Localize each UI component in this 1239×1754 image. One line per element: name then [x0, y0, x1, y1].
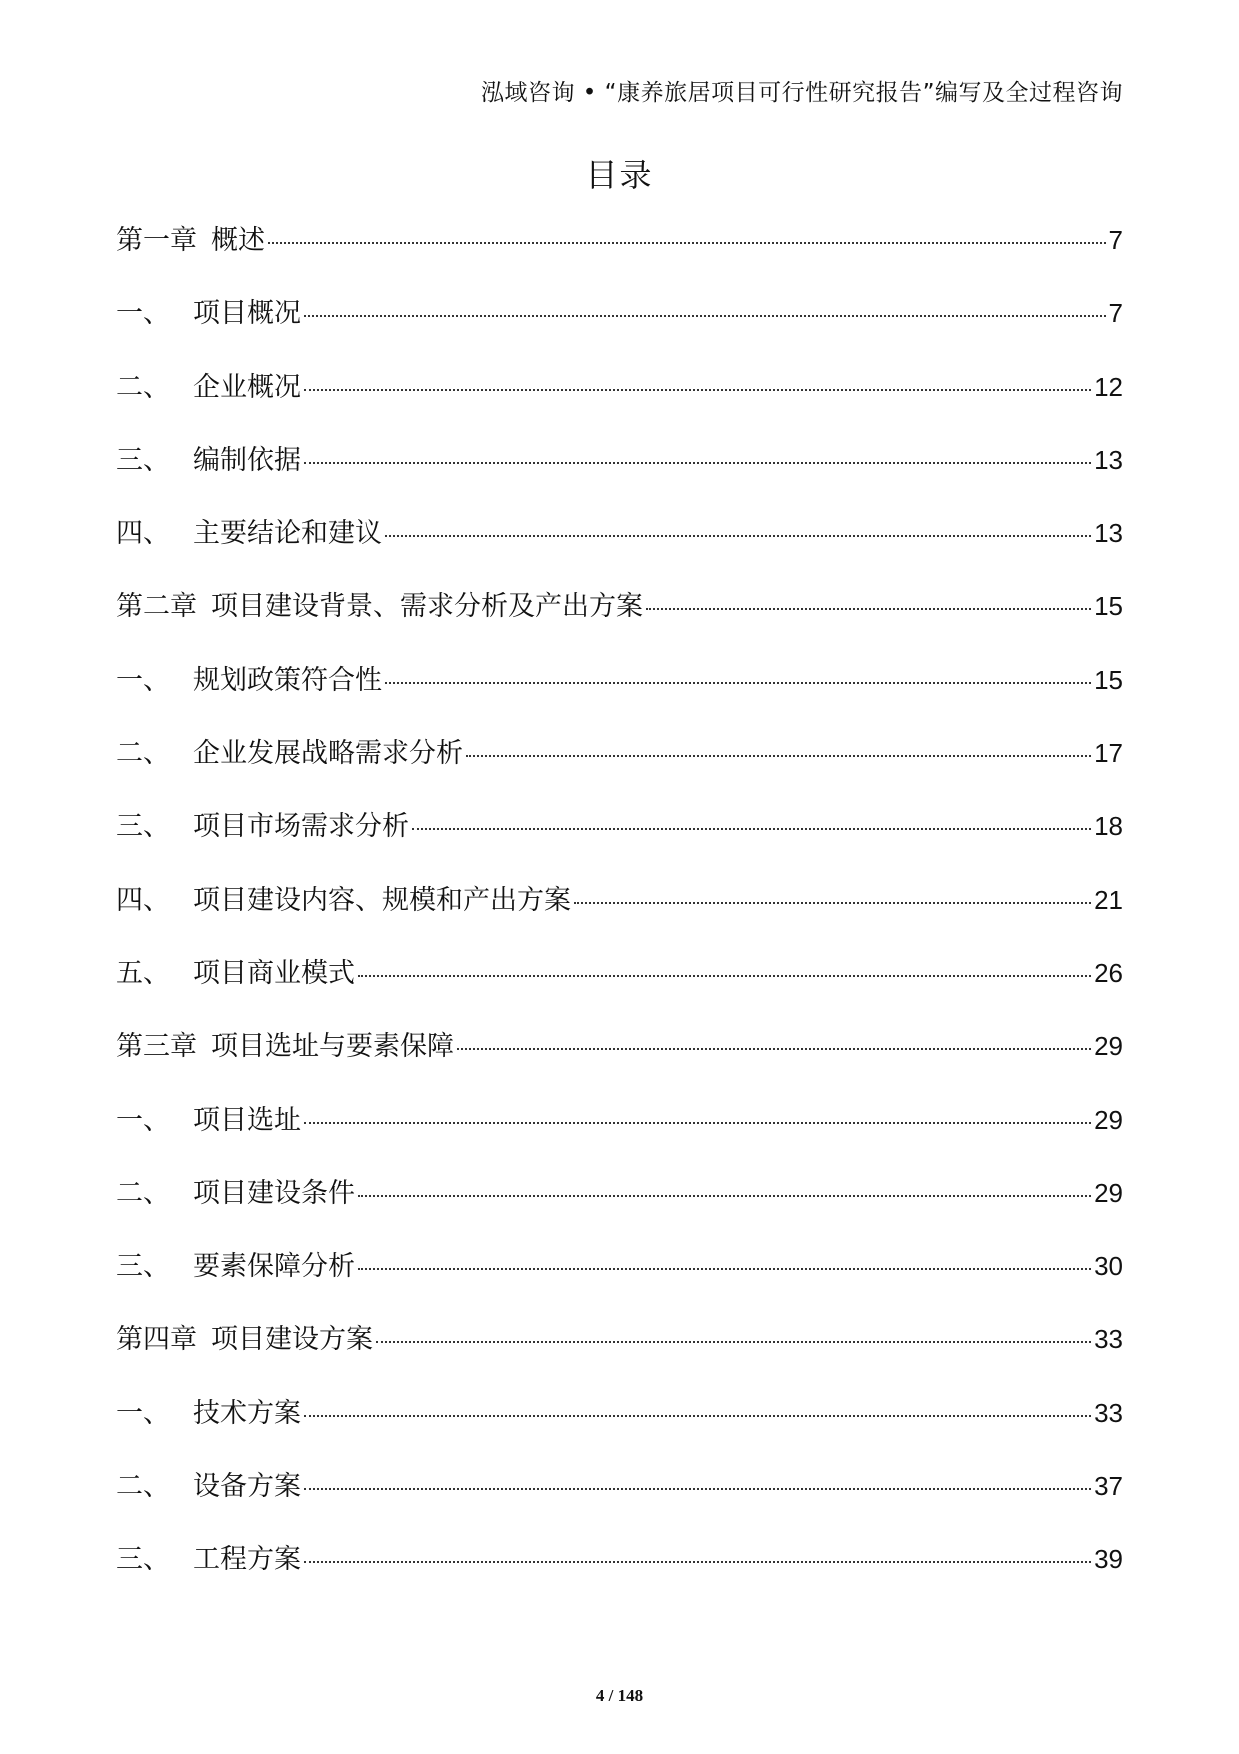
toc-entry-page-number: 13 — [1094, 518, 1123, 549]
toc-entry-title: 项目市场需求分析 — [193, 811, 409, 843]
dot-leader — [385, 682, 1091, 684]
toc-entry-number: 一、 — [116, 298, 170, 330]
toc-entry-number: 二、 — [116, 1471, 170, 1503]
toc-section-entry[interactable] — [116, 1464, 1123, 1537]
toc-title: 目录 — [585, 156, 654, 194]
toc-entry-page-number: 29 — [1094, 1031, 1123, 1062]
toc-entry-page-number: 13 — [1094, 444, 1123, 475]
toc-section-entry[interactable] — [116, 1537, 1123, 1610]
dot-leader — [358, 975, 1091, 977]
toc-entry-page-number: 18 — [1094, 811, 1123, 842]
toc-entry-title: 技术方案 — [193, 1397, 301, 1429]
dot-leader — [457, 1048, 1091, 1050]
toc-entry-page-number: 21 — [1094, 884, 1123, 915]
toc-entry-title: 项目建设方案 — [211, 1324, 373, 1356]
toc-section-entry[interactable] — [116, 1244, 1123, 1317]
toc-entry-number: 三、 — [116, 1251, 170, 1283]
toc-chapter-entry[interactable] — [116, 584, 1123, 657]
toc-entry-page-number: 26 — [1094, 957, 1123, 988]
toc-chapter-entry[interactable] — [116, 218, 1123, 291]
dot-leader — [304, 389, 1091, 391]
toc-chapter-entry[interactable] — [116, 1317, 1123, 1390]
toc-entry-title: 项目商业模式 — [193, 957, 355, 989]
toc-entry-number: 一、 — [116, 1397, 170, 1429]
dot-leader — [412, 828, 1091, 830]
dot-leader — [304, 1561, 1091, 1563]
toc-entry-title: 工程方案 — [193, 1544, 301, 1576]
dot-leader — [304, 1122, 1091, 1124]
toc-chapter-entry[interactable] — [116, 1024, 1123, 1097]
toc-entry-title: 项目概况 — [193, 298, 301, 330]
toc-entry-title: 设备方案 — [193, 1471, 301, 1503]
toc-entry-number: 第三章 — [116, 1031, 197, 1063]
toc-entry-title: 项目建设背景、需求分析及产出方案 — [211, 591, 643, 623]
toc-entry-number: 一、 — [116, 664, 170, 696]
toc-section-entry[interactable] — [116, 1171, 1123, 1244]
toc-entry-title: 项目建设内容、规模和产出方案 — [193, 884, 571, 916]
toc-entry-page-number: 15 — [1094, 664, 1123, 695]
toc-section-entry[interactable] — [116, 1391, 1123, 1464]
toc-entry-page-number: 33 — [1094, 1397, 1123, 1428]
dot-leader — [574, 902, 1091, 904]
toc-entry-page-number: 39 — [1094, 1544, 1123, 1575]
dot-leader — [358, 1268, 1091, 1270]
toc-section-entry[interactable] — [116, 511, 1123, 584]
toc-entry-number: 五、 — [116, 957, 170, 989]
toc-entry-number: 三、 — [116, 444, 170, 476]
toc-entry-page-number: 7 — [1108, 298, 1123, 329]
toc-entry-number: 四、 — [116, 884, 170, 916]
toc-entry-number: 四、 — [116, 518, 170, 550]
toc-entry-page-number: 33 — [1094, 1324, 1123, 1355]
toc-entry-number: 三、 — [116, 1544, 170, 1576]
toc-entry-page-number: 12 — [1094, 371, 1123, 402]
toc-entry-page-number: 7 — [1108, 225, 1123, 255]
toc-entry-page-number: 15 — [1094, 591, 1123, 622]
toc-entry-page-number: 29 — [1094, 1177, 1123, 1208]
toc-entry-title: 编制依据 — [193, 444, 301, 476]
table-of-contents — [116, 218, 1123, 1611]
dot-leader — [304, 1415, 1091, 1417]
dot-leader — [385, 535, 1091, 537]
dot-leader — [358, 1195, 1091, 1197]
toc-entry-number: 二、 — [116, 1177, 170, 1209]
dot-leader — [268, 242, 1106, 244]
toc-section-entry[interactable] — [116, 951, 1123, 1024]
toc-section-entry[interactable] — [116, 658, 1123, 731]
dot-leader — [304, 315, 1106, 317]
toc-entry-number: 第一章 — [116, 225, 197, 256]
toc-entry-title: 项目建设条件 — [193, 1177, 355, 1209]
toc-section-entry[interactable] — [116, 878, 1123, 951]
toc-entry-number: 第二章 — [116, 591, 197, 623]
toc-entry-title: 企业概况 — [193, 371, 301, 403]
toc-section-entry[interactable] — [116, 1098, 1123, 1171]
toc-entry-title: 概述 — [211, 225, 265, 256]
toc-section-entry[interactable] — [116, 731, 1123, 804]
toc-section-entry[interactable] — [116, 804, 1123, 877]
toc-entry-title: 要素保障分析 — [193, 1251, 355, 1283]
toc-section-entry[interactable] — [116, 438, 1123, 511]
toc-entry-page-number: 29 — [1094, 1104, 1123, 1135]
toc-entry-number: 三、 — [116, 811, 170, 843]
toc-entry-title: 规划政策符合性 — [193, 664, 382, 696]
dot-leader — [646, 608, 1091, 610]
toc-entry-number: 二、 — [116, 371, 170, 403]
toc-entry-number: 二、 — [116, 738, 170, 770]
toc-entry-title: 企业发展战略需求分析 — [193, 738, 463, 770]
toc-entry-number: 一、 — [116, 1104, 170, 1136]
toc-entry-title: 项目选址 — [193, 1104, 301, 1136]
dot-leader — [376, 1341, 1091, 1343]
dot-leader — [466, 755, 1091, 757]
dot-leader — [304, 462, 1091, 464]
running-header: 泓域咨询 • “康养旅居项目可行性研究报告”编写及全过程咨询 — [480, 80, 1123, 106]
toc-entry-title: 主要结论和建议 — [193, 518, 382, 550]
dot-leader — [304, 1488, 1091, 1490]
toc-section-entry[interactable] — [116, 365, 1123, 438]
toc-entry-page-number: 37 — [1094, 1471, 1123, 1502]
page-indicator: 4 / 148 — [595, 1686, 644, 1705]
toc-entry-page-number: 17 — [1094, 738, 1123, 769]
toc-section-entry[interactable] — [116, 291, 1123, 364]
toc-entry-title: 项目选址与要素保障 — [211, 1031, 454, 1063]
toc-entry-page-number: 30 — [1094, 1251, 1123, 1282]
toc-entry-number: 第四章 — [116, 1324, 197, 1356]
